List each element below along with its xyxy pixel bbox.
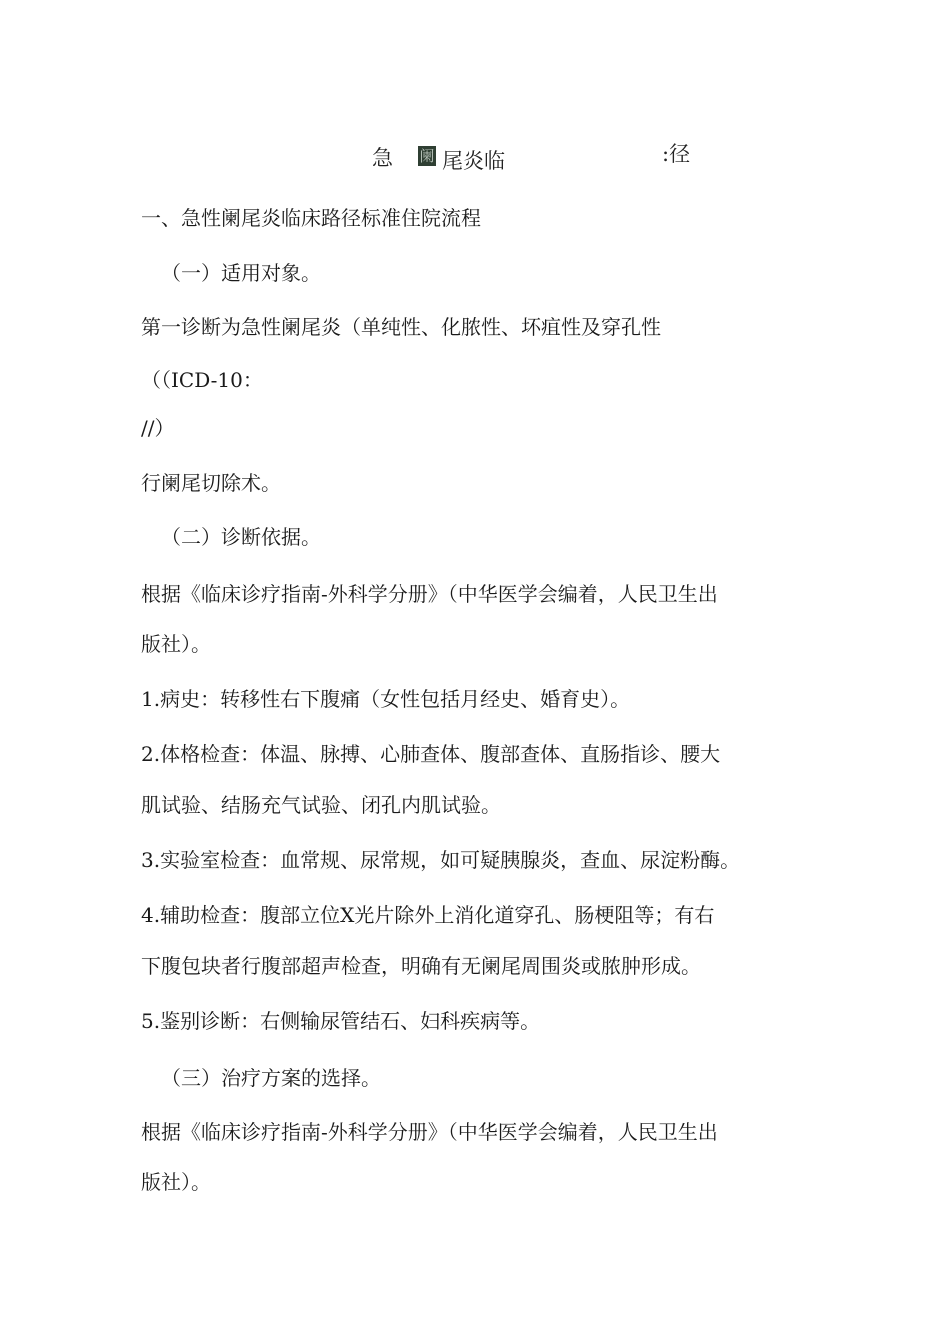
section-heading-1: 一、急性阑尾炎临床路径标准住院流程 <box>141 206 481 230</box>
paragraph-line: 根据《临床诊疗指南-外科学分册》（中华医学会编着，人民卫生出 <box>141 582 718 606</box>
subsection-heading-diagnosis: （二）诊断依据。 <box>161 525 321 549</box>
list-item: 1.病史：转移性右下腹痛（女性包括月经史、婚育史）。 <box>141 687 631 711</box>
doc-title-part-1: 急 <box>372 146 393 170</box>
doc-title-part-2: 尾炎临 <box>442 149 505 173</box>
subsection-heading-treatment: （三）治疗方案的选择。 <box>161 1066 381 1090</box>
paragraph-line: 版社）。 <box>141 1170 211 1194</box>
subsection-heading-applicable: （一）适用对象。 <box>161 261 321 285</box>
list-item: 2.体格检查：体温、脉搏、心肺查体、腹部查体、直肠指诊、腰大 <box>141 742 721 766</box>
doc-title-highlighted-char: 阑 <box>419 147 435 165</box>
paragraph-line: （（ICD-10： <box>141 368 263 392</box>
list-item-continuation: 下腹包块者行腹部超声检查，明确有无阑尾周围炎或脓肿形成。 <box>141 954 701 978</box>
paragraph-line: //） <box>141 416 175 440</box>
paragraph-line: 行阑尾切除术。 <box>141 471 281 495</box>
paragraph-line: 第一诊断为急性阑尾炎（单纯性、化脓性、坏疽性及穿孔性 <box>141 315 661 339</box>
paragraph-line: 版社）。 <box>141 632 211 656</box>
list-item-continuation: 肌试验、结肠充气试验、闭孔内肌试验。 <box>141 793 501 817</box>
doc-title-part-3: :径 <box>662 142 691 166</box>
list-item: 3.实验室检查：血常规、尿常规，如可疑胰腺炎，查血、尿淀粉酶。 <box>141 848 741 872</box>
list-item: 4.辅助检查：腹部立位X光片除外上消化道穿孔、肠梗阻等；有右 <box>141 903 715 927</box>
paragraph-line: 根据《临床诊疗指南-外科学分册》（中华医学会编着，人民卫生出 <box>141 1120 718 1144</box>
list-item: 5.鉴别诊断：右侧输尿管结石、妇科疾病等。 <box>141 1009 541 1033</box>
